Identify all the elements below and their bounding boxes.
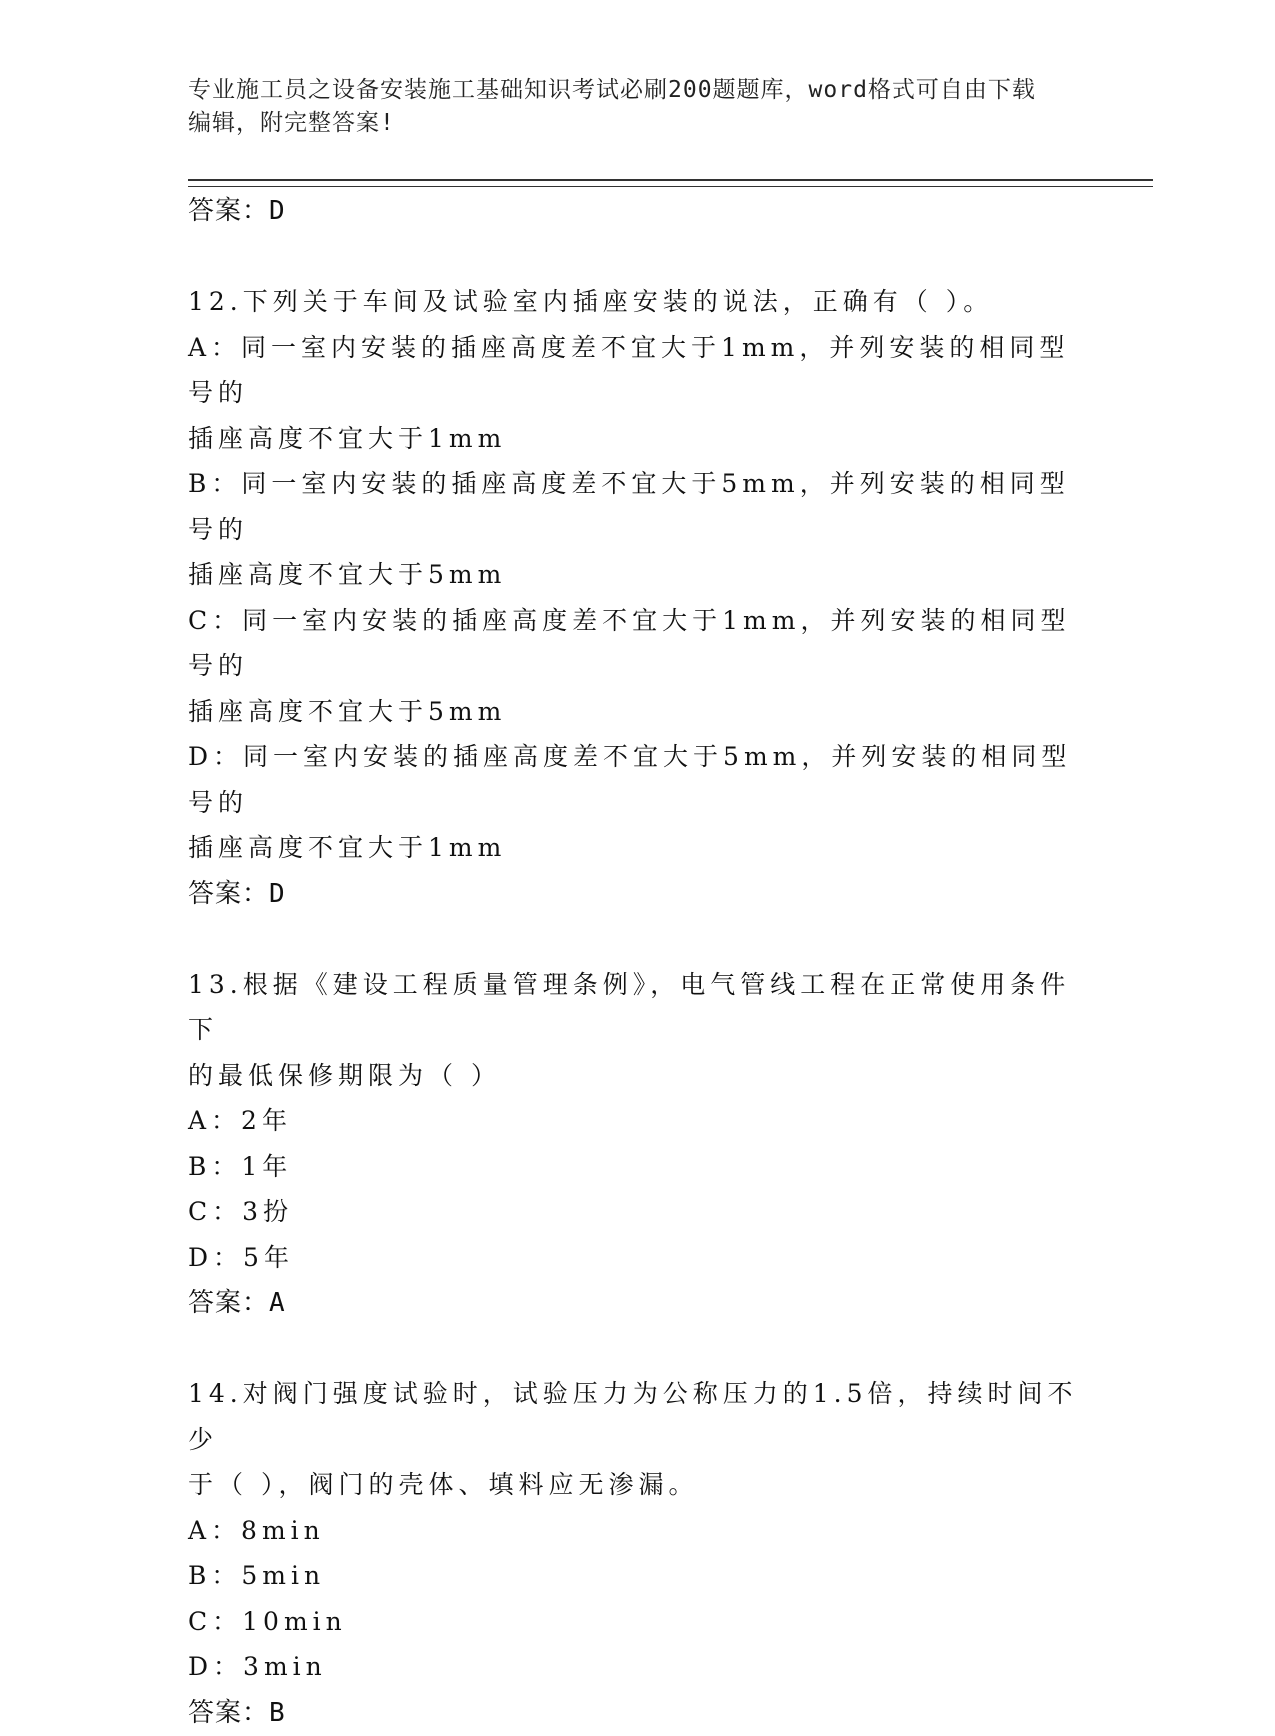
- question-stem: 的最低保修期限为（ ）: [188, 1060, 501, 1090]
- answer-value: D: [269, 196, 286, 226]
- question-stem: 12.下列关于车间及试验室内插座安装的说法，正确有（ ）。: [188, 287, 994, 316]
- answer-label: 答案：: [188, 196, 270, 226]
- question-answer: [188, 871, 1088, 917]
- option-d: D：3min: [188, 1652, 327, 1681]
- answer-value: B: [269, 1697, 286, 1728]
- option-text: D：同一室内安装的插座高度差不宜大于5mm，并列安装的相同型号的: [188, 742, 1072, 817]
- answer-label: 答案：: [188, 1697, 270, 1728]
- answer-value: D: [269, 878, 286, 909]
- option-c: C：3扮: [188, 1197, 294, 1226]
- option-text: 插座高度不宜大于1mm: [188, 423, 507, 453]
- answer-label: 答案：: [188, 1288, 270, 1318]
- question-stem: 13.根据《建设工程质量管理条例》，电气管线工程在正常使用条件下: [188, 969, 1071, 1044]
- question-stem: 14.对阀门强度试验时，试验压力为公称压力的1.5倍，持续时间不少: [188, 1379, 1078, 1454]
- answer-label: 答案：: [188, 878, 270, 909]
- header-divider: [188, 179, 1153, 187]
- option-text: 插座高度不宜大于1mm: [188, 833, 507, 862]
- option-text: B：同一室内安装的插座高度差不宜大于5mm，并列安装的相同型号的: [188, 469, 1070, 544]
- previous-answer: [188, 188, 1088, 234]
- option-a: A：8min: [188, 1515, 325, 1545]
- option-d: [188, 734, 1088, 871]
- question-13: [188, 962, 1088, 1327]
- option-b: [188, 461, 1088, 598]
- option-text: A：同一室内安装的插座高度差不宜大于1mm，并列安装的相同型号的: [188, 332, 1070, 407]
- question-answer: [188, 1280, 1088, 1326]
- option-b: B：5min: [188, 1561, 326, 1590]
- document-body: [188, 188, 1088, 1736]
- spacer: [188, 917, 1088, 962]
- question-12: [188, 279, 1088, 917]
- question-stem: 于（ ），阀门的壳体、填料应无渗漏。: [188, 1470, 699, 1499]
- question-answer: [188, 1690, 1088, 1736]
- answer-value: A: [269, 1288, 286, 1318]
- question-14: [188, 1371, 1088, 1736]
- option-text: 插座高度不宜大于5mm: [188, 696, 507, 726]
- option-b: B：1年: [188, 1151, 293, 1181]
- option-a: [188, 325, 1088, 462]
- spacer: [188, 234, 1088, 279]
- option-c: C：10min: [188, 1606, 347, 1636]
- page-header: [188, 74, 1068, 140]
- option-text: C：同一室内安装的插座高度差不宜大于1mm，并列安装的相同型号的: [188, 605, 1071, 680]
- option-c: [188, 598, 1088, 735]
- header-title-line-2: 编辑，附完整答案!: [188, 110, 395, 136]
- spacer: [188, 1326, 1088, 1371]
- option-a: A：2年: [188, 1106, 292, 1135]
- option-text: 插座高度不宜大于5mm: [188, 560, 507, 589]
- option-d: D：5年: [188, 1242, 294, 1272]
- header-title-line-1: 专业施工员之设备安装施工基础知识考试必刷200题题库，word格式可自由下载: [188, 77, 1036, 103]
